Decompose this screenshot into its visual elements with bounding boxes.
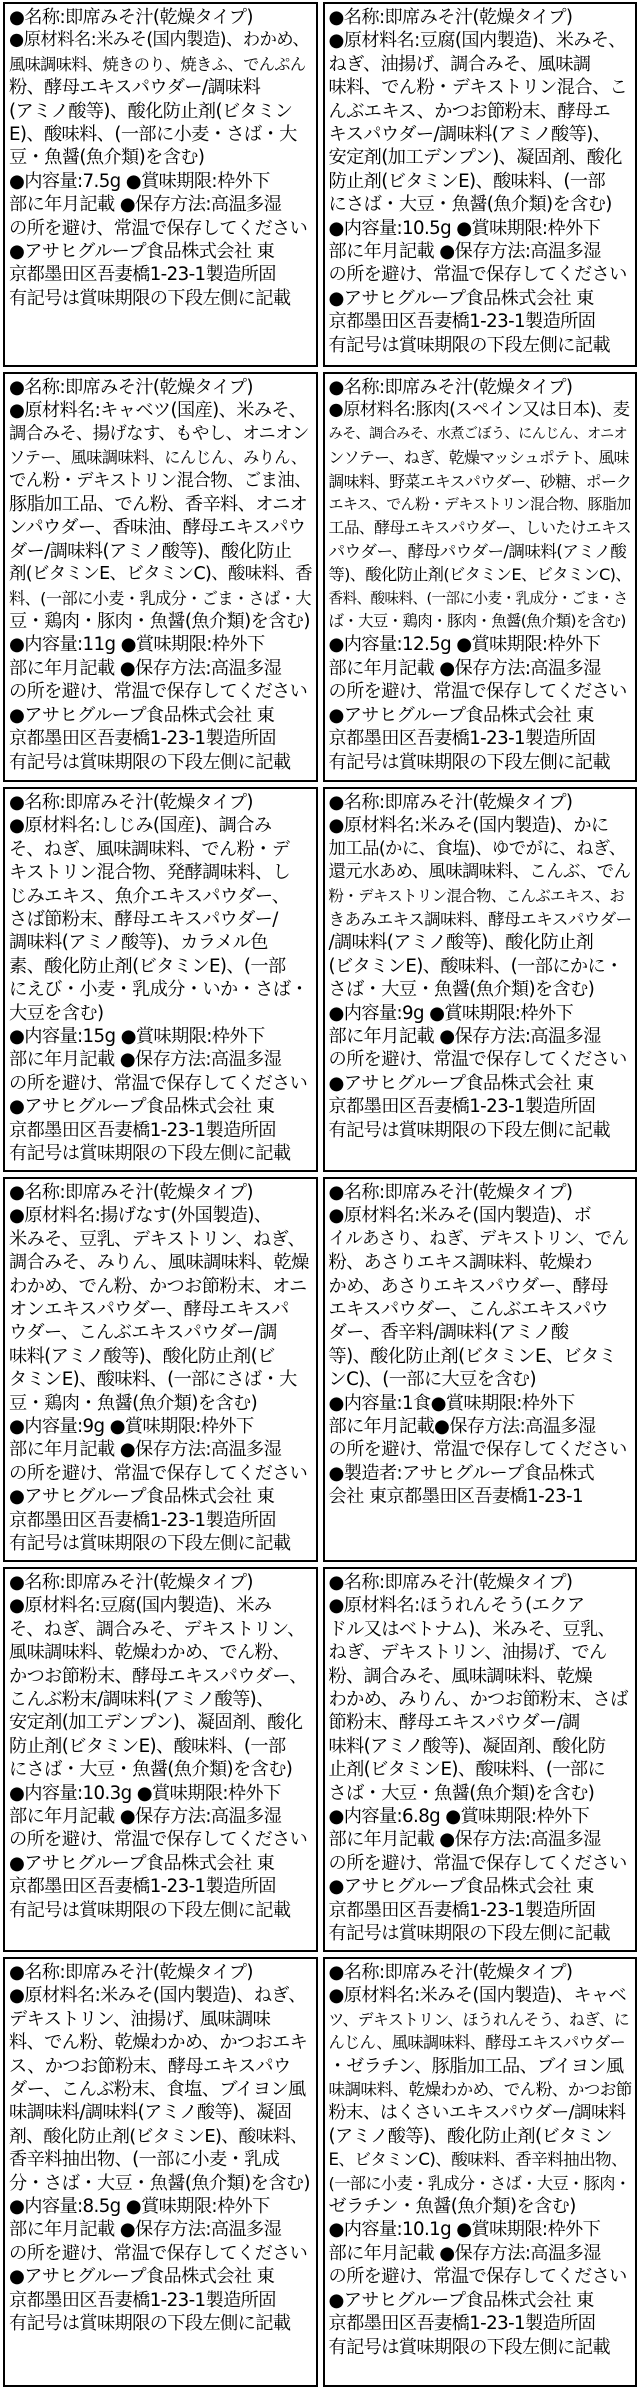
label-line: の所を避け、常温で保存してください <box>9 2242 308 2264</box>
label-card-r4-left <box>3 1177 318 1562</box>
label-grid <box>3 2 637 2392</box>
label-line: ソテー、風味調味料、にんじん、みりん、 <box>9 448 307 468</box>
label-line: の所を避け、常温で保存してください <box>9 1829 308 1851</box>
label-line: ●アサヒグループ食品株式会社 東 <box>9 2266 275 2288</box>
label-line: キスパウダー/調味料(アミノ酸等)、 <box>328 124 611 146</box>
label-line: 風味調味料、焼きのり、焼きふ、でんぷん <box>9 54 306 74</box>
label-line: わかめ、でん粉、かつお節粉末、オニ <box>9 1275 307 1297</box>
label-line: ツ、デキストリン、ほうれんそう、ねぎ、に <box>328 2009 630 2029</box>
label-line: 有記号は賞味期限の下段左側に記載 <box>328 2336 610 2358</box>
label-line: ウダー、こんぶエキスパウダー/調 <box>9 1322 277 1344</box>
label-card-r6-left <box>3 1957 318 2387</box>
label-line: パウダー、酵母パウダー/調味料(アミノ酸 <box>328 541 627 561</box>
label-row-6 <box>3 1957 637 2387</box>
label-line: でん粉・デキストリン混合物、ごま油、 <box>9 470 311 491</box>
label-row-1 <box>3 2 637 367</box>
label-card-r3-right <box>323 787 638 1172</box>
label-line: ●アサヒグループ食品株式会社 東 <box>9 1096 275 1118</box>
label-card-r6-right <box>323 1957 638 2387</box>
label-line: ●内容量:6.8g ●賞味期限:枠外下 <box>328 1806 590 1828</box>
label-line: 有記号は賞味期限の下段左側に記載 <box>9 1533 291 1555</box>
label-card-r3-left <box>3 787 318 1172</box>
label-line: ●名称:即席みそ汁(乾燥タイプ) <box>9 792 253 813</box>
label-line: ●名称:即席みそ汁(乾燥タイプ) <box>9 1182 253 1203</box>
label-line: 節粉末、酵母エキスパウダー/調 <box>328 1712 580 1734</box>
label-line: 部に年月記載 ●保存方法:高温多湿 <box>9 1049 282 1071</box>
label-line: ●原材料名:豚肉(スペイン又は日本)、麦 <box>328 400 630 421</box>
label-row-3 <box>3 787 637 1172</box>
label-line: んじん、風味調味料、酵母エキスパウダー <box>328 2033 626 2053</box>
label-line: 有記号は賞味期限の下段左側に記載 <box>9 287 291 309</box>
label-line: ●名称:即席みそ汁(乾燥タイプ) <box>9 377 253 398</box>
label-line: 京都墨田区吾妻橋1-23-1製造所固 <box>328 1096 596 1118</box>
label-line: /調味料(アミノ酸等)、酸化防止剤 <box>328 932 594 954</box>
label-line: の所を避け、常温で保存してください <box>328 1852 627 1874</box>
label-line: 部に年月記載 ●保存方法:高温多湿 <box>328 241 601 263</box>
label-line: ●内容量:9g ●賞味期限:枠外下 <box>9 1416 254 1438</box>
label-line: ゼラチン・魚醤(魚介類)を含む) <box>328 2196 576 2218</box>
label-line: こんぶ粉末/調味料(アミノ酸等)、 <box>9 1689 274 1711</box>
label-line: 粉、あさりエキス調味料、乾燥わ <box>328 1252 592 1274</box>
label-line: 京都墨田区吾妻橋1-23-1製造所固 <box>328 311 596 333</box>
label-line: 部に年月記載●保存方法:高温多湿 <box>328 1416 596 1438</box>
label-line: 豆・鶏肉・豚肉・魚醤(魚介類)を含む) <box>9 611 310 633</box>
label-line: 京都墨田区吾妻橋1-23-1製造所固 <box>9 728 276 750</box>
label-line: ンC)、(一部に大豆を含む) <box>328 1369 536 1391</box>
label-line: 等)、酸化防止剤(ビタミンE、ビタミンC)、 <box>328 565 631 585</box>
label-line: 豆・魚醤(魚介類)を含む) <box>9 147 205 169</box>
label-line: ●製造者:アサヒグループ食品株式 <box>328 1462 595 1484</box>
label-line: の所を避け、常温で保存してください <box>9 681 308 703</box>
label-line: 京都墨田区吾妻橋1-23-1製造所固 <box>9 1876 276 1898</box>
label-line: 止剤(ビタミンE)、酸味料、(一部に <box>328 1759 606 1781</box>
label-line: そ、ねぎ、調合みそ、デキストリン、 <box>9 1618 305 1640</box>
label-line: ・ゼラチン、豚脂加工品、ブイヨン風 <box>328 2055 624 2077</box>
label-line: 味料(アミノ酸等)、酸化防止剤(ビ <box>9 1345 275 1367</box>
label-line: 剤、酸化防止剤(ビタミンE)、酸味料、 <box>9 2125 308 2147</box>
label-line: 有記号は賞味期限の下段左側に記載 <box>328 1119 610 1141</box>
label-line: 豆・鶏肉・魚醤(魚介類)を含む) <box>9 1392 258 1414</box>
label-line: 有記号は賞味期限の下段左側に記載 <box>328 751 610 773</box>
label-line: ●アサヒグループ食品株式会社 東 <box>328 1072 594 1094</box>
label-line: ●原材料名:米みそ(国内製造)、わかめ、 <box>9 30 310 51</box>
label-line: 米みそ、豆乳、デキストリン、ねぎ、 <box>9 1228 306 1250</box>
label-line: きあみエキス調味料、酵母エキスパウダー <box>328 910 632 930</box>
label-line: の所を避け、常温で保存してください <box>9 1462 308 1484</box>
label-line: ●原材料名:揚げなす(外国製造)、 <box>9 1205 272 1227</box>
label-line: ●内容量:10.1g ●賞味期限:枠外下 <box>328 2219 601 2241</box>
label-line: ダー/調味料(アミノ酸等)、酸化防止 <box>9 540 292 562</box>
label-line: ●名称:即席みそ汁(乾燥タイプ) <box>328 377 573 398</box>
label-line: (ビタミンE)、酸味料、(一部にかに・ <box>328 955 623 977</box>
label-line: かつお節粉末、酵母エキスパウダー、 <box>9 1665 307 1687</box>
label-line: ●原材料名:米みそ(国内製造)、ねぎ、 <box>9 1985 306 2007</box>
label-line: キストリン混合物、発酵調味料、し <box>9 862 291 884</box>
label-line: 部に年月記載 ●保存方法:高温多湿 <box>9 1439 282 1461</box>
label-line: ●名称:即席みそ汁(乾燥タイプ) <box>9 1572 253 1593</box>
label-line: 味調味料、乾燥わかめ、でん粉、かつお節 <box>328 2080 632 2100</box>
label-row-4 <box>3 1177 637 1562</box>
label-line: さば・大豆・魚醤(魚介類)を含む) <box>328 979 595 1001</box>
label-line: ●原材料名:ほうれんそう(エクア <box>328 1595 585 1617</box>
label-line: ●アサヒグループ食品株式会社 東 <box>9 1486 275 1508</box>
label-line: 京都墨田区吾妻橋1-23-1製造所固 <box>328 728 596 750</box>
label-line: 料、(一部に小麦・乳成分・ごま・さば・大 <box>9 588 311 608</box>
label-line: 有記号は賞味期限の下段左側に記載 <box>9 1899 291 1921</box>
label-line: ●原材料名:米みそ(国内製造)、キャベ <box>328 1985 627 2007</box>
label-line: (一部に小麦・乳成分・さば・大豆・豚肉・ <box>328 2173 631 2193</box>
label-line: ●名称:即席みそ汁(乾燥タイプ) <box>328 1182 573 1203</box>
label-line: 防止剤(ビタミンE)、酸味料、(一部 <box>9 1735 286 1757</box>
label-line: 還元水あめ、風味調味料、こんぶ、でん <box>328 862 631 883</box>
label-line: んぶエキス、かつお節粉末、酵母エ <box>328 100 611 122</box>
label-line: 部に年月記載 ●保存方法:高温多湿 <box>328 1829 601 1851</box>
label-line: 工品、酵母エキスパウダー、しいたけエキス <box>328 518 632 538</box>
label-line: 防止剤(ビタミンE)、酸味料、(一部 <box>328 170 606 192</box>
label-line: ダー、こんぶ粉末、食塩、ブイヨン風 <box>9 2079 306 2101</box>
label-line: ば・大豆・鶏肉・豚肉・魚醤(魚介類)を含む) <box>328 612 626 631</box>
label-line: ダー、香辛料/調味料(アミノ酸 <box>328 1322 569 1344</box>
label-line: ●アサヒグループ食品株式会社 東 <box>328 2289 594 2311</box>
label-line: 粉、酵母エキスパウダー/調味料 <box>9 77 261 99</box>
label-line: ●内容量:7.5g ●賞味期限:枠外下 <box>9 170 270 192</box>
label-line: 部に年月記載 ●保存方法:高温多湿 <box>9 2219 282 2241</box>
label-line: にさば・大豆・魚醤(魚介類)を含む) <box>9 1759 293 1781</box>
label-card-r1-right <box>323 2 638 367</box>
label-line: 粉・デキストリン混合物、こんぶエキス、お <box>328 886 625 905</box>
label-line: ●内容量:9g ●賞味期限:枠外下 <box>328 1002 574 1024</box>
label-line: (アミノ酸等)、酸化防止剤(ビタミン <box>328 2125 612 2147</box>
label-line: ●名称:即席みそ汁(乾燥タイプ) <box>328 1572 573 1593</box>
label-card-r4-right <box>323 1177 638 1562</box>
label-line: の所を避け、常温で保存してください <box>9 217 308 239</box>
label-line: さば節粉末、酵母エキスパウダー/ <box>9 909 278 931</box>
label-line: タミンE)、酸味料、(一部にさば・大 <box>9 1369 297 1391</box>
label-line: ●アサヒグループ食品株式会社 東 <box>9 241 275 263</box>
label-line: 剤(ビタミンE、ビタミンC)、酸味料、香 <box>9 564 312 585</box>
label-line: 京都墨田区吾妻橋1-23-1製造所固 <box>9 2289 276 2311</box>
label-line: 豚脂加工品、でん粉、香辛料、オニオ <box>9 494 308 516</box>
label-line: ●原材料名:米みそ(国内製造)、ボ <box>328 1205 591 1227</box>
label-line: そ、ねぎ、風味調味料、でん粉・デ <box>9 838 290 860</box>
label-line: ●アサヒグループ食品株式会社 東 <box>9 1852 275 1874</box>
label-line: わかめ、みりん、かつお節粉末、さば <box>328 1689 628 1711</box>
label-line: E、ビタミンC)、酸味料、香辛料抽出物、 <box>328 2150 628 2170</box>
label-line: 京都墨田区吾妻橋1-23-1製造所固 <box>328 2313 596 2335</box>
label-line: (アミノ酸等)、酸化防止剤(ビタミン <box>9 100 293 122</box>
label-line: ●原材料名:米みそ(国内製造)、かに <box>328 815 609 837</box>
label-line: ●アサヒグループ食品株式会社 東 <box>328 287 594 309</box>
label-line: かめ、あさりエキスパウダー、酵母 <box>328 1275 608 1297</box>
label-line: 加工品(かに、食塩)、ゆでがに、ねぎ、 <box>328 838 626 859</box>
label-line: ●内容量:12.5g ●賞味期限:枠外下 <box>328 634 601 656</box>
label-line: 等)、酸化防止剤(ビタミンE、ビタミ <box>328 1345 617 1367</box>
label-line: 調合みそ、揚げなす、もやし、オニオン <box>9 423 309 444</box>
label-line: ねぎ、油揚げ、調合みそ、風味調 <box>328 53 591 75</box>
label-line: 有記号は賞味期限の下段左側に記載 <box>328 1923 610 1945</box>
label-line: オンエキスパウダー、酵母エキスパ <box>9 1299 289 1321</box>
label-line: 部に年月記載 ●保存方法:高温多湿 <box>9 194 282 216</box>
label-line: 香辛料抽出物、(一部に小麦・乳成 <box>9 2149 280 2171</box>
label-line: イルあさり、ねぎ、デキストリン、でん <box>328 1228 629 1249</box>
label-line: ●内容量:10.5g ●賞味期限:枠外下 <box>328 217 601 239</box>
label-line: ●内容量:8.5g ●賞味期限:枠外下 <box>9 2196 270 2218</box>
label-line: 部に年月記載 ●保存方法:高温多湿 <box>9 657 282 679</box>
label-line: ●アサヒグループ食品株式会社 東 <box>9 704 275 726</box>
label-line: 素、酸化防止剤(ビタミンE)、(一部 <box>9 955 286 977</box>
label-line: 大豆を含む) <box>9 1002 104 1024</box>
label-card-r1-left <box>3 2 318 367</box>
label-line: 部に年月記載 ●保存方法:高温多湿 <box>328 2242 601 2264</box>
label-line: 料、でん粉、乾燥わかめ、かつおエキ <box>9 2032 308 2054</box>
label-line: 部に年月記載 ●保存方法:高温多湿 <box>328 1026 601 1048</box>
label-line: の所を避け、常温で保存してください <box>328 2266 627 2288</box>
label-line: ●名称:即席みそ汁(乾燥タイプ) <box>328 792 573 813</box>
label-line: 調合みそ、みりん、風味調味料、乾燥 <box>9 1252 309 1274</box>
label-line: 風味調味料、乾燥わかめ、でん粉、 <box>9 1642 290 1664</box>
label-line: ス、かつお節粉末、酵母エキスパウ <box>9 2055 291 2077</box>
label-row-2 <box>3 372 637 782</box>
label-line: 有記号は賞味期限の下段左側に記載 <box>9 1143 291 1165</box>
label-line: 安定剤(加工デンプン)、凝固剤、酸化 <box>328 147 622 169</box>
label-line: の所を避け、常温で保存してください <box>328 1049 627 1071</box>
label-line: エキス、でん粉・デキストリン混合物、豚脂加 <box>328 495 631 514</box>
label-line: ●原材料名:豆腐(国内製造)、米みそ、 <box>328 30 626 52</box>
label-line: ●アサヒグループ食品株式会社 東 <box>328 1876 594 1898</box>
label-line: 部に年月記載 ●保存方法:高温多湿 <box>9 1806 282 1828</box>
label-line: ●原材料名:豆腐(国内製造)、米み <box>9 1595 272 1617</box>
label-line: ●原材料名:キャベツ(国産)、米みそ、 <box>9 400 307 422</box>
label-line: 京都墨田区吾妻橋1-23-1製造所固 <box>9 1119 276 1141</box>
label-line: ンパウダー、香味油、酵母エキスパウ <box>9 517 306 539</box>
label-line: 粉末、はくさいエキスパウダー/調味料 <box>328 2102 626 2124</box>
label-line: ドル又はベトナム)、米みそ、豆乳、 <box>328 1618 616 1640</box>
label-line: みそ、調合みそ、水煮ごぼう、にんじん、オニオ <box>328 425 628 442</box>
label-line: ●内容量:15g ●賞味期限:枠外下 <box>9 1026 265 1048</box>
label-line: 調味料(アミノ酸等)、カラメル色 <box>9 932 268 954</box>
label-line: ●名称:即席みそ汁(乾燥タイプ) <box>328 1962 573 1983</box>
label-line: 分・さば・大豆・魚醤(魚介類)を含む) <box>9 2172 310 2194</box>
label-line: の所を避け、常温で保存してください <box>9 1072 308 1094</box>
label-line: 粉、調合みそ、風味調味料、乾燥 <box>328 1665 592 1687</box>
label-line: 味料(アミノ酸等)、凝固剤、酸化防 <box>328 1735 606 1757</box>
label-line: 有記号は賞味期限の下段左側に記載 <box>9 751 291 773</box>
label-line: ●名称:即席みそ汁(乾燥タイプ) <box>9 1962 253 1983</box>
label-line: ンソテー、ねぎ、乾燥マッシュポテト、風味 <box>328 448 629 468</box>
label-line: E)、酸味料、(一部に小麦・さば・大 <box>9 124 297 146</box>
label-line: 香料、酸味料、(一部に小麦・乳成分・ごま・さ <box>328 589 628 607</box>
label-line: 京都墨田区吾妻橋1-23-1製造所固 <box>328 1899 596 1921</box>
label-line: 会社 東京都墨田区吾妻橋1-23-1 <box>328 1486 583 1508</box>
label-line: の所を避け、常温で保存してください <box>328 681 627 703</box>
label-line: にえび・小麦・乳成分・いか・さば・ <box>9 979 308 1001</box>
label-line: じみエキス、魚介エキスパウダー、 <box>9 885 290 907</box>
label-line: 京都墨田区吾妻橋1-23-1製造所固 <box>9 1509 276 1531</box>
label-line: エキスパウダー、こんぶエキスパウ <box>328 1299 609 1321</box>
label-line: ●名称:即席みそ汁(乾燥タイプ) <box>9 7 253 28</box>
label-line: にさば・大豆・魚醤(魚介類)を含む) <box>328 194 612 216</box>
label-line: ●内容量:10.3g ●賞味期限:枠外下 <box>9 1782 281 1804</box>
label-row-5 <box>3 1567 637 1952</box>
label-line: デキストリン、油揚げ、風味調味 <box>9 2008 271 2030</box>
label-line: ●アサヒグループ食品株式会社 東 <box>328 704 594 726</box>
label-line: 調味料、野菜エキスパウダー、砂糖、ポーク <box>328 471 632 491</box>
label-line: 京都墨田区吾妻橋1-23-1製造所固 <box>9 264 276 286</box>
label-line: ●内容量:11g ●賞味期限:枠外下 <box>9 634 265 656</box>
label-card-r2-left <box>3 372 318 782</box>
label-line: ●名称:即席みそ汁(乾燥タイプ) <box>328 7 573 28</box>
label-line: の所を避け、常温で保存してください <box>328 264 627 286</box>
label-card-r5-left <box>3 1567 318 1952</box>
label-card-r5-right <box>323 1567 638 1952</box>
label-line: 安定剤(加工デンプン)、凝固剤、酸化 <box>9 1712 303 1734</box>
label-line: 味料、でん粉・デキストリン混合、こ <box>328 77 628 99</box>
label-line: 部に年月記載 ●保存方法:高温多湿 <box>328 657 601 679</box>
label-line: ●内容量:1食●賞味期限:枠外下 <box>328 1392 575 1414</box>
label-line: ●原材料名:しじみ(国産)、調合み <box>9 815 272 837</box>
label-line: 味調味料/調味料(アミノ酸等)、凝固 <box>9 2102 292 2124</box>
label-line: の所を避け、常温で保存してください <box>328 1439 627 1461</box>
label-line: 有記号は賞味期限の下段左側に記載 <box>328 334 610 356</box>
label-line: ねぎ、デキストリン、油揚げ、でん <box>328 1642 607 1664</box>
label-line: さば・大豆・魚醤(魚介類)を含む) <box>328 1782 595 1804</box>
label-card-r2-right <box>323 372 638 782</box>
label-line: 有記号は賞味期限の下段左側に記載 <box>9 2313 291 2335</box>
